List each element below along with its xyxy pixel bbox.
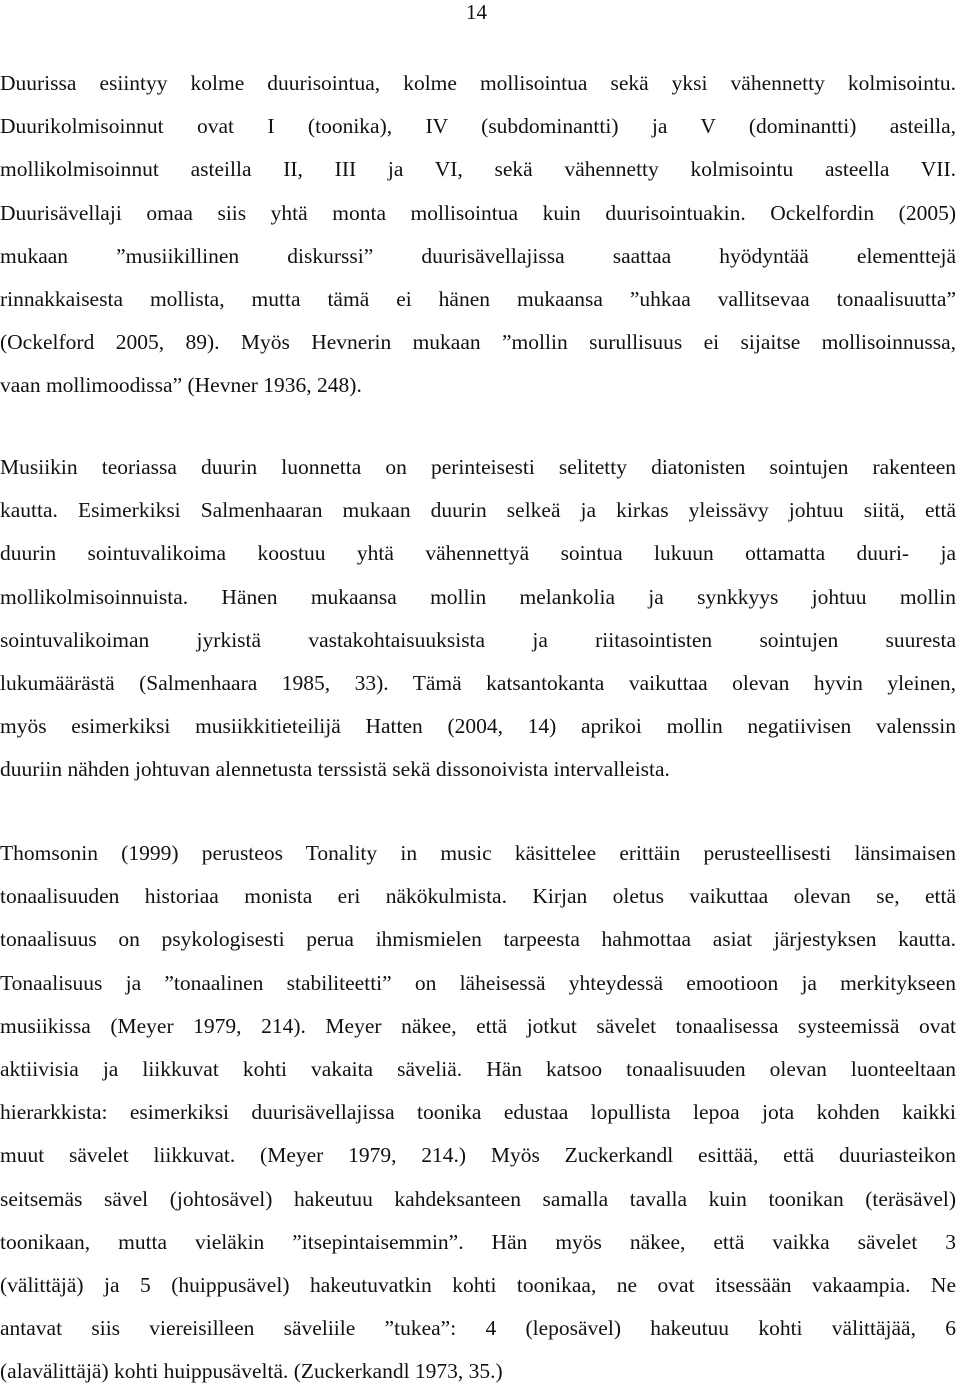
text-line: Musiikin teoriassa duurin luonnetta on perinteisesti selitetty diatonisten sointujen rakenteen — [0, 455, 956, 479]
text-line: seitsemäs sävel (johtosävel) hakeutuu kahdeksanteen samalla tavalla kuin toonikan (teräsävel) — [0, 1186, 956, 1211]
text-line: mollikolmisoinnuista. Hänen mukaansa mollin melankolia ja synkkyys johtuu mollin — [0, 584, 956, 609]
text-line: myös esimerkiksi musiikkitieteilijä Hatten (2004, 14) aprikoi mollin negatiivisen valenssin — [0, 714, 956, 739]
text-line: duurin sointuvalikoima koostuu yhtä vähennettyä sointua lukuun ottamatta duuri- ja — [0, 541, 956, 566]
text-line: tonaalisuus on psykologisesti perua ihmismielen tarpeesta hahmottaa asiat järjestyksen kautta. — [0, 927, 956, 952]
text-line: mollikolmisoinnut asteilla II, III ja VI, sekä vähennetty kolmisointu asteella VII. — [0, 157, 956, 182]
text-line: sointuvalikoiman jyrkistä vastakohtaisuuksista ja riitasointisten sointujen suuresta — [0, 627, 956, 652]
paragraph-3 — [0, 838, 960, 1399]
text-line: Duurikolmisoinnut ovat I (toonika), IV (subdominantti) ja V (dominantti) asteilla, — [0, 114, 956, 139]
text-line: muut sävelet liikkuvat. (Meyer 1979, 214.) Myös Zuckerkandl esittää, että duuriasteikon — [0, 1143, 956, 1168]
page-number: 14 — [466, 0, 487, 24]
text-line: mukaan ”musiikillinen diskurssi” duurisävellajissa saattaa hyödyntää elementtejä — [0, 243, 956, 268]
text-line: Duurisävellaji omaa siis yhtä monta mollisointua kuin duurisointuakin. Ockelfordin (2005) — [0, 200, 956, 225]
text-line: rinnakkaisesta mollista, mutta tämä ei hänen mukaansa ”uhkaa vallitsevaa tonaalisuutta” — [0, 286, 956, 311]
text-line: toonikaan, mutta vieläkin ”itsepintaisemmin”. Hän myös näkee, että vaikka sävelet 3 — [0, 1229, 956, 1254]
text-line: Duurissa esiintyy kolme duurisointua, kolme mollisointua sekä yksi vähennetty kolmisointu. — [0, 71, 956, 95]
text-line: (Ockelford 2005, 89). Myös Hevnerin mukaan ”mollin surullisuus ei sijaitse mollisoinnussa, — [0, 330, 956, 355]
text-line: musiikissa (Meyer 1979, 214). Meyer näkee, että jotkut sävelet tonaalisessa systeemissä ovat — [0, 1013, 956, 1038]
text-line: duuriin nähden johtuvan alennetusta terssistä sekä dissonoivista intervalleista. — [0, 757, 670, 782]
text-line: Tonaalisuus ja ”tonaalinen stabiliteetti” on läheisessä yhteydessä emootioon ja merkitykseen — [0, 970, 956, 995]
paragraph-1 — [0, 68, 960, 414]
text-line: (alavälittäjä) kohti huippusäveltä. (Zuckerkandl 1973, 35.) — [0, 1359, 503, 1384]
text-line: (välittäjä) ja 5 (huippusävel) hakeutuvatkin kohti toonikaa, ne ovat itsessään vakaampia. Ne — [0, 1272, 956, 1297]
text-line: hierarkkista: esimerkiksi duurisävellajissa toonika edustaa lopullista lepoa jota kohden kaikki — [0, 1100, 956, 1125]
text-line: Thomsonin (1999) perusteos Tonality in music käsittelee erittäin perusteellisesti länsimaisen — [0, 841, 956, 865]
text-line: aktiivisia ja liikkuvat kohti vakaita säveliä. Hän katsoo tonaalisuuden olevan luonteeltaan — [0, 1056, 956, 1081]
text-line: tonaalisuuden historiaa monista eri näkökulmista. Kirjan oletus vaikuttaa olevan se, että — [0, 884, 956, 909]
text-line: lukumäärästä (Salmenhaara 1985, 33). Tämä katsantokanta vaikuttaa olevan hyvin yleinen, — [0, 670, 956, 695]
text-line: vaan mollimoodissa” (Hevner 1936, 248). — [0, 373, 362, 398]
text-line: kautta. Esimerkiksi Salmenhaaran mukaan duurin selkeä ja kirkas yleissävy johtuu siitä, että — [0, 498, 956, 523]
text-line: antavat siis viereisilleen säveliile ”tukea”: 4 (leposävel) hakeutuu kohti välittäjää, 6 — [0, 1316, 956, 1341]
paragraph-2 — [0, 452, 960, 798]
